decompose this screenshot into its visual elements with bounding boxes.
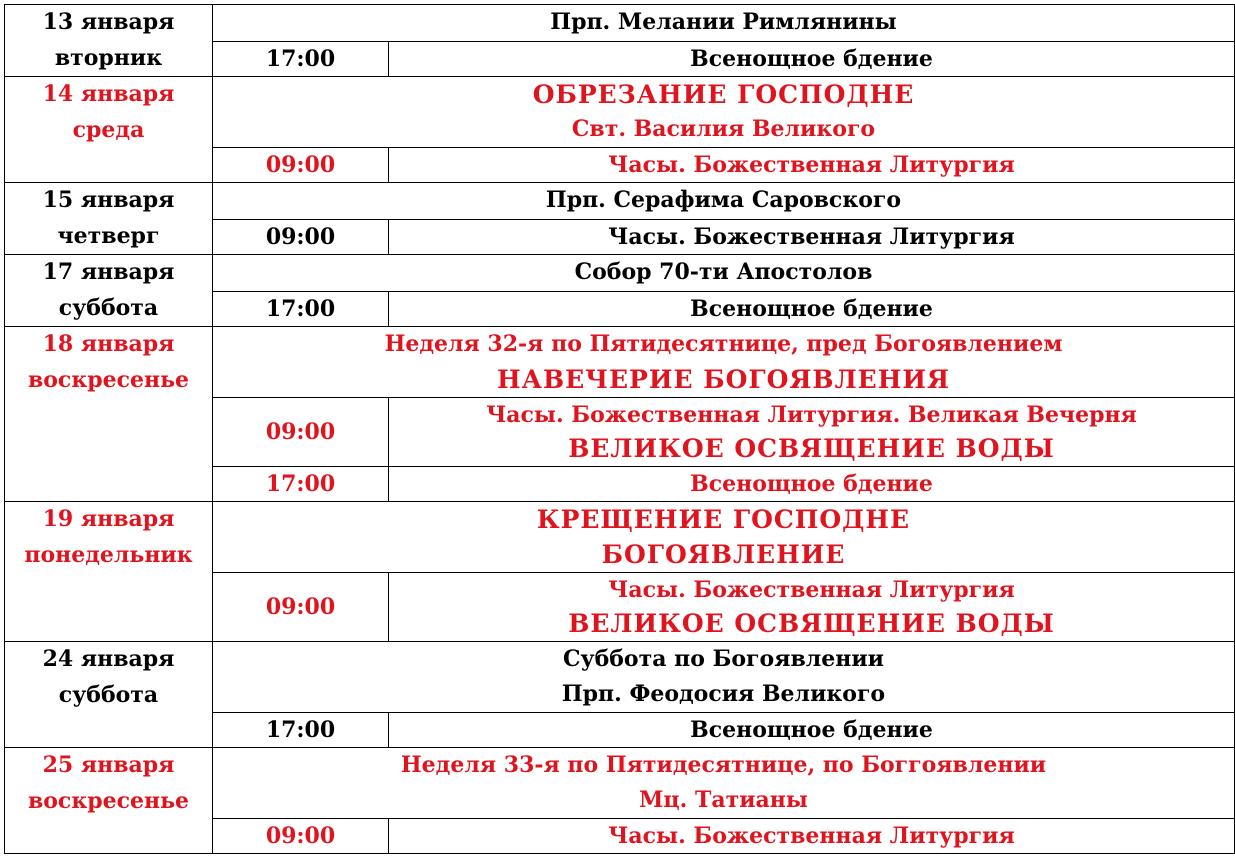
feast-title: Неделя 33-я по Пятидесятнице, по Боггоявлении xyxy=(400,752,1047,778)
day-title-row xyxy=(5,748,1235,819)
service-description xyxy=(389,713,1235,748)
weekday-label: понедельник xyxy=(24,541,193,568)
service-time: 17:00 xyxy=(213,713,389,748)
schedule-body xyxy=(5,5,1235,854)
feast-title: Суббота по Богоявлении xyxy=(562,646,884,672)
service-line: Часы. Божественная Литургия xyxy=(608,223,1015,250)
weekday-label: воскресенье xyxy=(27,787,190,814)
date-label: 18 января xyxy=(42,331,175,357)
service-description xyxy=(389,148,1235,183)
date-label: 19 января xyxy=(42,506,175,532)
date-cell xyxy=(5,327,213,502)
feast-title: Прп. Серафима Саровского xyxy=(545,187,902,213)
feast-title-cell xyxy=(213,5,1235,42)
service-line: Всенощное бдение xyxy=(690,717,933,743)
feast-title-cell xyxy=(213,642,1235,713)
day-title-row xyxy=(5,502,1235,573)
service-line-major: ВЕЛИКОЕ ОСВЯЩЕНИЕ ВОДЫ xyxy=(568,434,1055,463)
service-description xyxy=(389,219,1235,255)
feast-title: Свт. Василия Великого xyxy=(571,116,876,142)
date-cell xyxy=(5,502,213,642)
day-title-row xyxy=(5,327,1235,398)
weekday-label: суббота xyxy=(58,294,159,321)
day-title-row xyxy=(5,77,1235,148)
service-line: Часы. Божественная Литургия. Великая Вечерня xyxy=(486,402,1137,428)
weekday-label: суббота xyxy=(58,681,159,708)
service-description xyxy=(389,819,1235,854)
date-label: 13 января xyxy=(42,9,175,35)
service-line: Всенощное бдение xyxy=(690,45,933,72)
service-description xyxy=(389,398,1235,467)
weekday-label: вторник xyxy=(54,44,163,71)
weekday-label: четверг xyxy=(57,222,160,249)
feast-title-cell xyxy=(213,502,1235,573)
service-time: 17:00 xyxy=(213,291,389,327)
day-title-row xyxy=(5,5,1235,42)
date-label: 24 января xyxy=(42,646,175,672)
weekday-label: среда xyxy=(72,116,145,143)
day-title-row xyxy=(5,642,1235,713)
feast-title-cell xyxy=(213,255,1235,292)
date-cell xyxy=(5,748,213,854)
date-label: 15 января xyxy=(42,187,175,213)
date-cell xyxy=(5,5,213,77)
feast-title-major: ОБРЕЗАНИЕ ГОСПОДНЕ xyxy=(532,80,915,109)
date-cell xyxy=(5,77,213,183)
date-cell xyxy=(5,642,213,748)
service-time: 09:00 xyxy=(213,148,389,183)
feast-title-major: НАВЕЧЕРИЕ БОГОЯВЛЕНИЯ xyxy=(496,365,951,394)
feast-title: Мц. Татианы xyxy=(639,787,808,813)
service-time: 17:00 xyxy=(213,41,389,77)
service-line: Часы. Божественная Литургия xyxy=(608,152,1015,178)
service-time: 09:00 xyxy=(213,398,389,467)
day-title-row xyxy=(5,255,1235,292)
schedule-table xyxy=(4,4,1235,854)
feast-title-major: КРЕЩЕНИЕ ГОСПОДНЕ xyxy=(536,505,911,534)
service-description xyxy=(389,467,1235,502)
date-label: 14 января xyxy=(42,81,175,107)
weekday-label: воскресенье xyxy=(27,366,190,393)
service-time: 09:00 xyxy=(213,219,389,255)
feast-title-cell xyxy=(213,77,1235,148)
date-cell xyxy=(5,255,213,327)
feast-title: Прп. Мелании Римлянины xyxy=(550,9,897,35)
service-line: Всенощное бдение xyxy=(690,471,933,497)
service-line-major: ВЕЛИКОЕ ОСВЯЩЕНИЕ ВОДЫ xyxy=(568,609,1055,638)
service-time: 09:00 xyxy=(213,819,389,854)
feast-title-cell xyxy=(213,327,1235,398)
feast-title-cell xyxy=(213,183,1235,220)
service-description xyxy=(389,291,1235,327)
feast-title-cell xyxy=(213,748,1235,819)
feast-title: Прп. Феодосия Великого xyxy=(561,681,886,707)
service-line: Всенощное бдение xyxy=(690,295,933,322)
feast-title: Собор 70-ти Апостолов xyxy=(574,259,873,285)
service-line: Часы. Божественная Литургия xyxy=(608,577,1015,603)
date-label: 17 января xyxy=(42,259,175,285)
day-title-row xyxy=(5,183,1235,220)
service-description xyxy=(389,573,1235,642)
date-label: 25 января xyxy=(42,752,175,778)
feast-title-major: БОГОЯВЛЕНИЕ xyxy=(601,540,846,569)
date-cell xyxy=(5,183,213,255)
service-time: 17:00 xyxy=(213,467,389,502)
service-description xyxy=(389,41,1235,77)
service-line: Часы. Божественная Литургия xyxy=(608,823,1015,849)
feast-title: Неделя 32-я по Пятидесятнице, пред Богоявлением xyxy=(384,331,1063,357)
service-time: 09:00 xyxy=(213,573,389,642)
